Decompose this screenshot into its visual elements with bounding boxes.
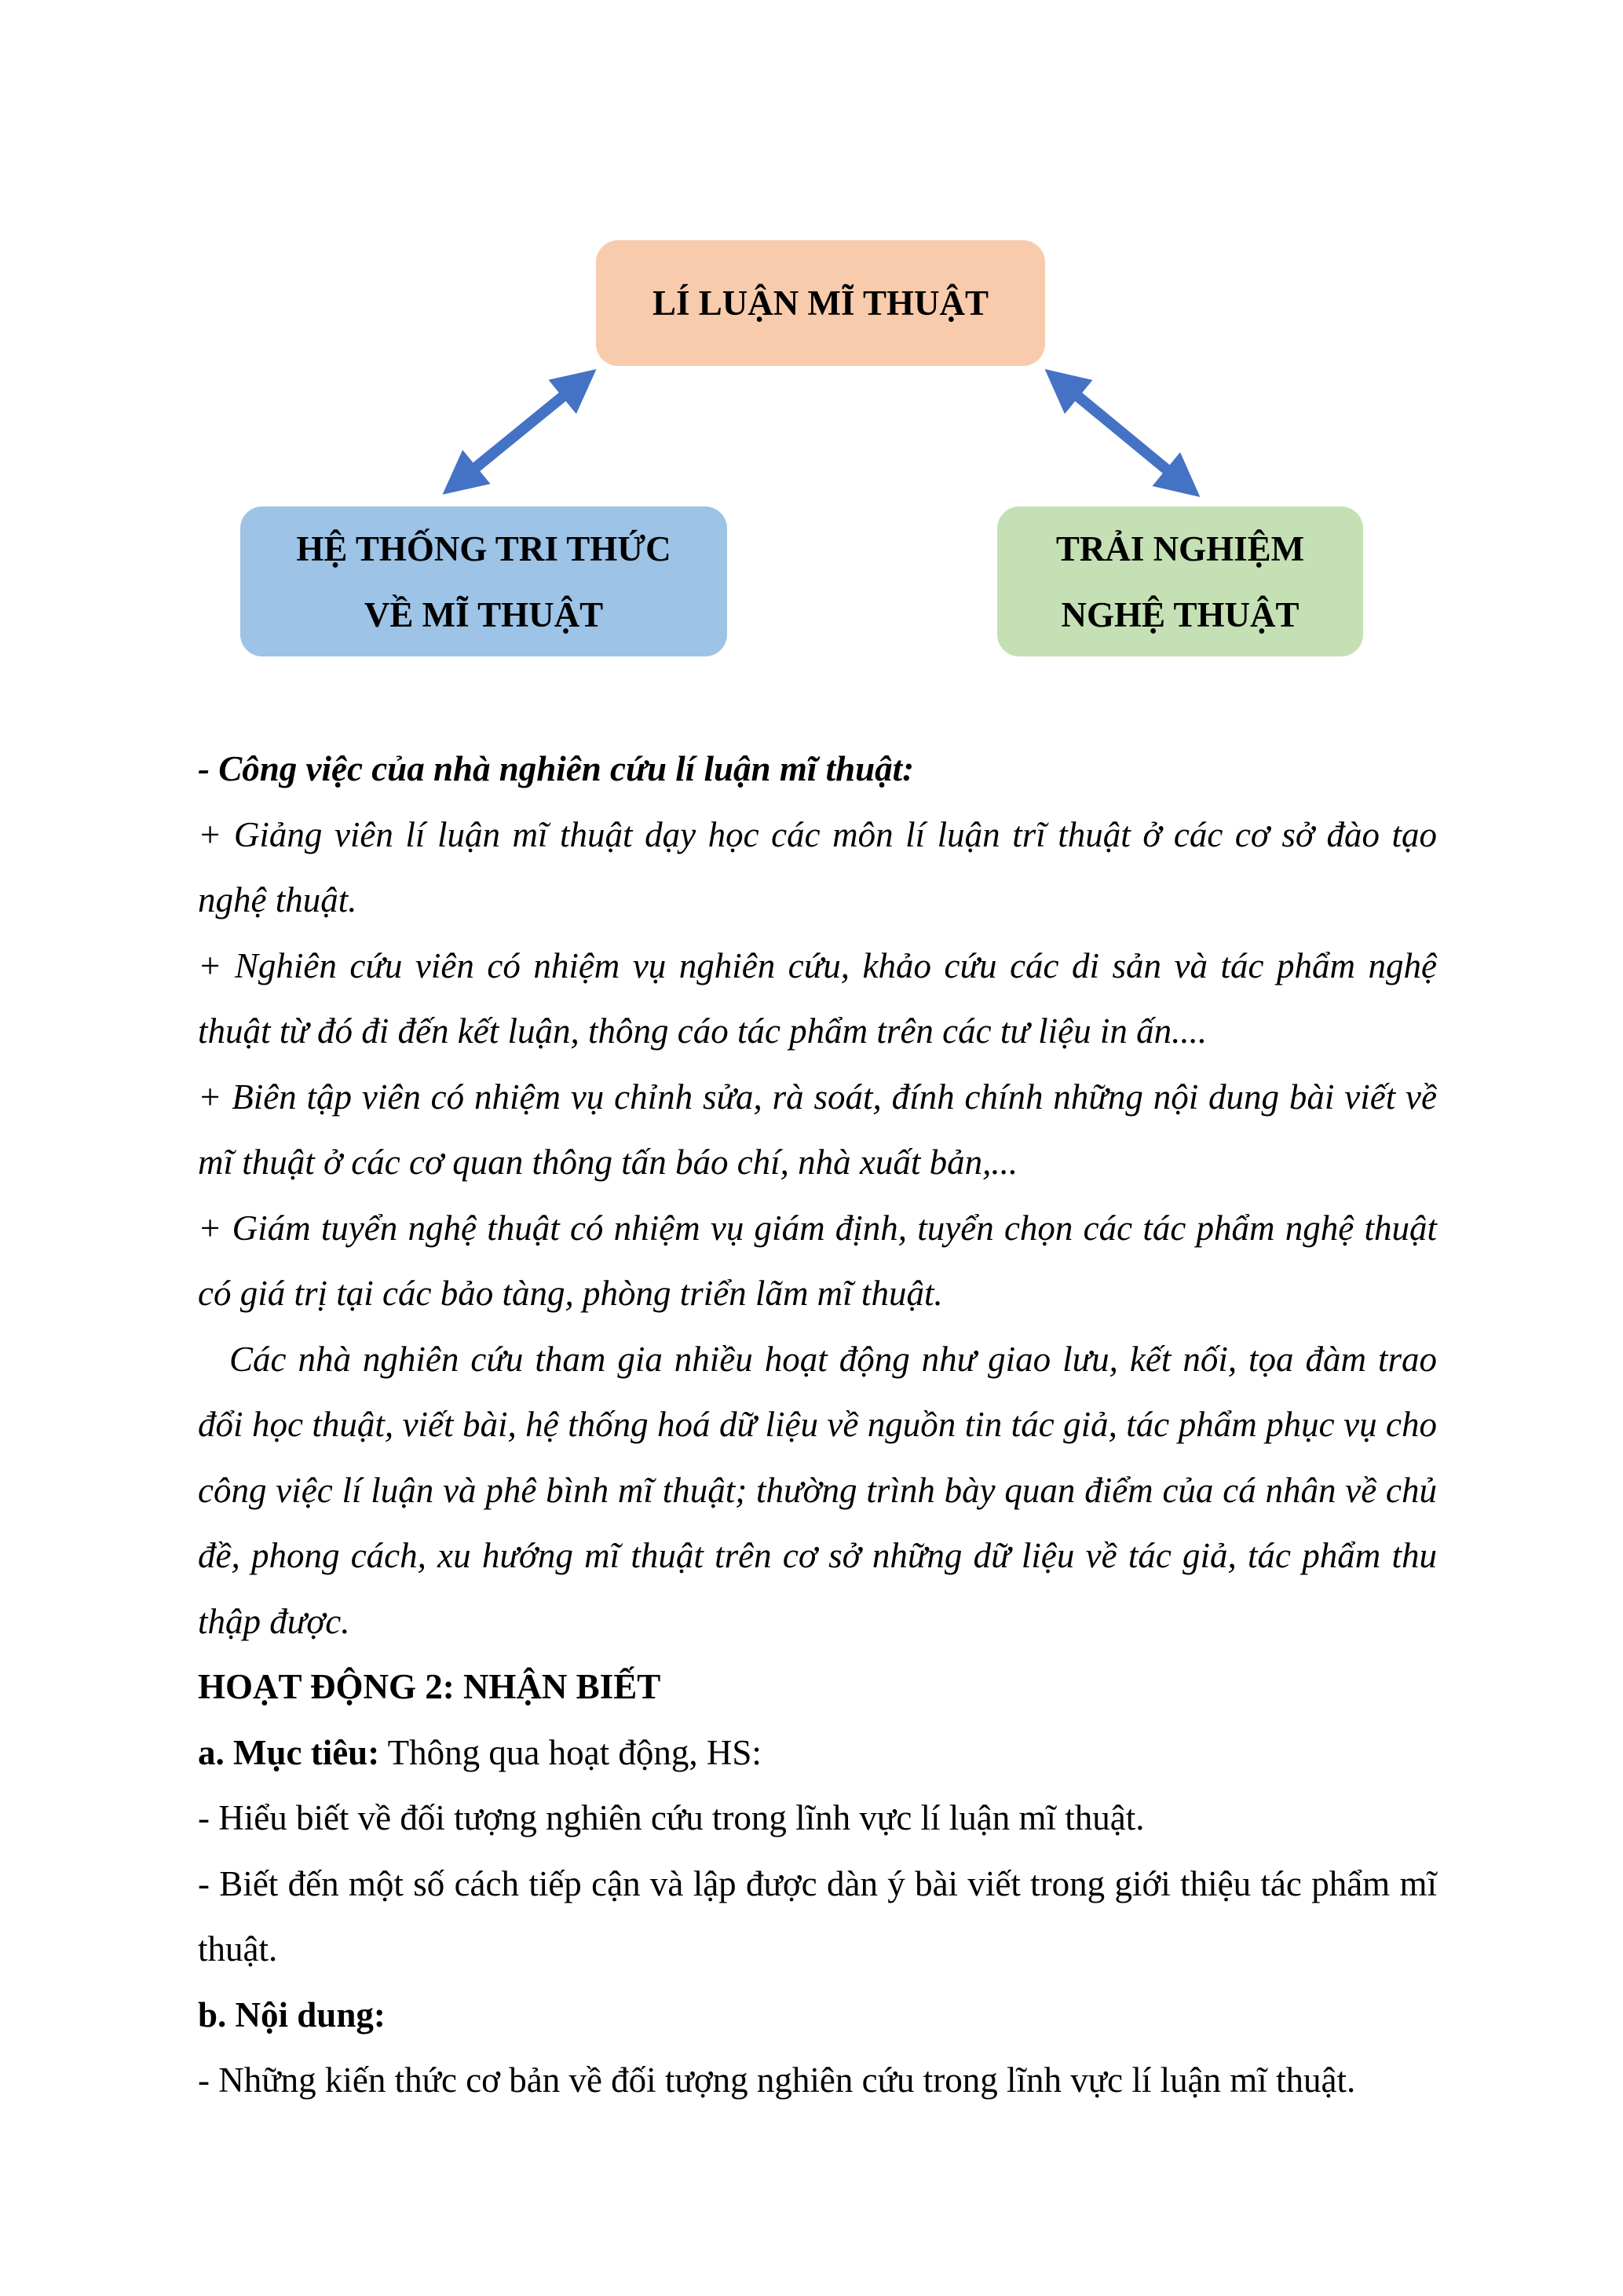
activity-title: HOẠT ĐỘNG 2: NHẬN BIẾT bbox=[198, 1667, 661, 1706]
work-item: + Giám tuyển nghệ thuật có nhiệm vụ giám định, tuyển chọn các tác phẩm nghệ thuật có giá trị tại các bảo tàng, phòng triển lãm mĩ thuật. bbox=[198, 1208, 1437, 1313]
box-label-line-2: VỀ MĨ THUẬT bbox=[364, 594, 604, 634]
diagram-arrows bbox=[0, 0, 1623, 707]
box-label-line-2: NGHỆ THUẬT bbox=[1061, 594, 1299, 634]
double-arrow-left-icon bbox=[458, 382, 581, 482]
goal-item: - Biết đến một số cách tiếp cận và lập được dàn ý bài viết trong giới thiệu tác phẩm mĩ thuật. bbox=[198, 1863, 1437, 1969]
double-arrow-right-icon bbox=[1060, 382, 1185, 484]
work-heading: - Công việc của nhà nghiên cứu lí luận mĩ thuật: bbox=[198, 749, 915, 788]
content-item: - Những kiến thức cơ bản về đối tượng nghiên cứu trong lĩnh vực lí luận mĩ thuật. bbox=[198, 2060, 1356, 2100]
box-label: LÍ LUẬN MĨ THUẬT bbox=[652, 283, 989, 323]
box-label-line-1: HỆ THỐNG TRI THỨC bbox=[296, 528, 671, 569]
goal-line bbox=[198, 1720, 1437, 1786]
content-label: b. Nội dung: bbox=[198, 1994, 386, 2035]
work-item: + Biên tập viên có nhiệm vụ chỉnh sửa, rà soát, đính chính những nội dung bài viết về mĩ thuật ở các cơ quan thông tấn báo chí, nhà xuất bản,... bbox=[198, 1077, 1437, 1182]
goal-item: - Hiểu biết về đối tượng nghiên cứu trong lĩnh vực lí luận mĩ thuật. bbox=[198, 1798, 1145, 1837]
researcher-paragraph: Các nhà nghiên cứu tham gia nhiều hoạt động như giao lưu, kết nối, tọa đàm trao đổi học thuật, viết bài, hệ thống hoá dữ liệu về nguồn tin tác giả, tác phẩm phục vụ cho công việc lí luận và phê bình mĩ thuật; thường trình bày quan điểm của cá nhân về chủ đề, phong cách, xu hướng mĩ thuật trên cơ sở những dữ liệu về tác giả, tác phẩm thu thập được. bbox=[198, 1339, 1437, 1641]
work-item: + Nghiên cứu viên có nhiệm vụ nghiên cứu, khảo cứu các di sản và tác phẩm nghệ thuật từ đó đi đến kết luận, thông cáo tác phẩm trên các tư liệu in ấn.... bbox=[198, 945, 1437, 1051]
goal-text: Thông qua hoạt động, HS: bbox=[379, 1732, 762, 1772]
work-item: + Giảng viên lí luận mĩ thuật dạy học các môn lí luận trĩ thuật ở các cơ sở đào tạo nghệ thuật. bbox=[198, 814, 1437, 919]
box-label-line-1: TRẢI NGHIỆM bbox=[1055, 528, 1305, 569]
goal-label: a. Mục tiêu: bbox=[198, 1732, 380, 1772]
document-body bbox=[198, 737, 1437, 2114]
